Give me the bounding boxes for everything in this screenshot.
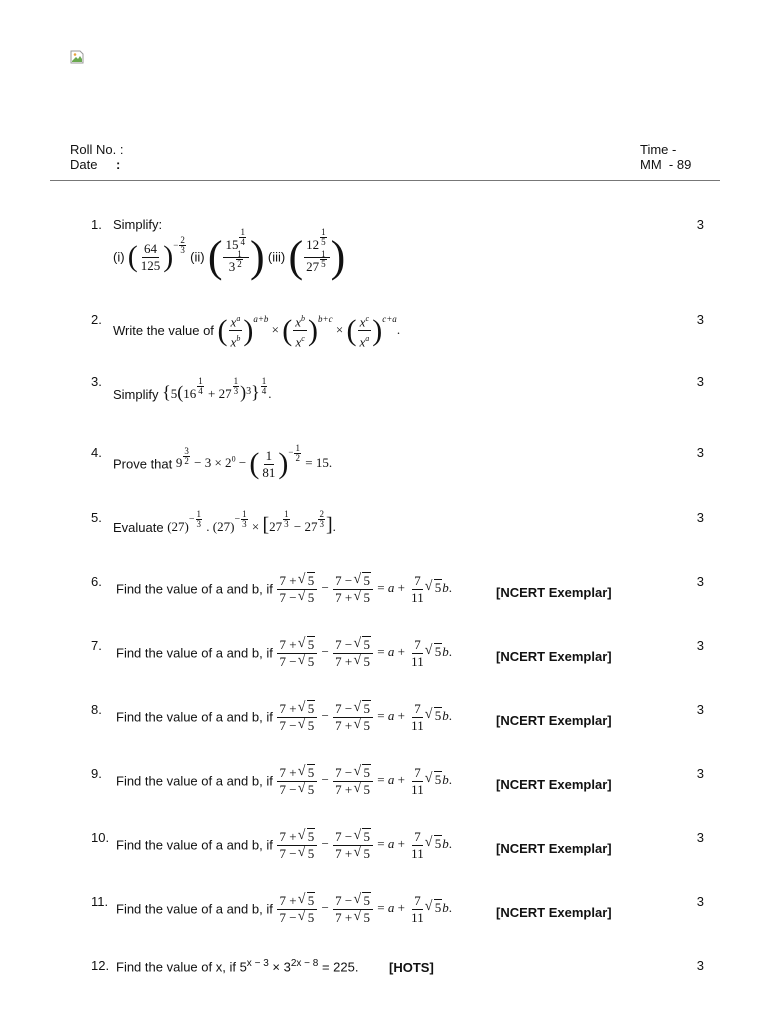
source-tag: [NCERT Exemplar] — [496, 905, 612, 920]
math-fraction: $\frac{64}{125}$ — [140, 240, 161, 273]
question-text: Simplify: — [113, 217, 163, 232]
exam-header-left — [70, 142, 124, 172]
math-expression: $\frac{7 + √ 5}{7 - √ 5}$ − $\frac{7 - √ 5}{7 + √ 5}$ = a + $\frac{7}{11}$ √ 5b. — [276, 836, 452, 851]
header-divider — [50, 180, 720, 181]
mm-label: MM — [640, 157, 662, 172]
question-text: Find the value of a and b, if — [116, 901, 273, 917]
question-7 — [91, 638, 711, 678]
math-expression: $\frac{7 + √ 5}{7 - √ 5}$ − $\frac{7 - √ 5}{7 + √ 5}$ = a + $\frac{7}{11}$ √ 5b. — [276, 900, 452, 915]
date-colon: : — [116, 157, 121, 172]
question-text: Evaluate — [113, 520, 164, 536]
math-expression: ( $\frac{x^a}{x^b}$ )$^{a+b}$ × ( $\frac{x^b}{x^c}$ )$^{b+c}$ × ( $\frac{x^c}{x^a}$ )$^{c+a}$. — [217, 313, 401, 350]
question-text-tail: = 225. — [318, 959, 359, 975]
question-number: 11. — [91, 894, 109, 909]
question-text: Find the value of x, if 5 — [116, 959, 247, 975]
math-expression: $\frac{7 + √ 5}{7 - √ 5}$ − $\frac{7 - √ 5}{7 + √ 5}$ = a + $\frac{7}{11}$ √ 5b. — [276, 772, 452, 787]
question-number: 4. — [91, 445, 102, 460]
question-12 — [91, 958, 711, 978]
question-text-mid: × 3 — [268, 959, 291, 975]
question-text: Write the value of — [113, 322, 214, 338]
question-1-expressions — [113, 226, 346, 281]
part-ii-label: (ii) — [190, 249, 205, 265]
math-paren: ) — [249, 232, 265, 281]
question-text: Simplify — [113, 387, 159, 403]
source-tag: [NCERT Exemplar] — [496, 777, 612, 792]
question-text: Find the value of a and b, if — [116, 837, 273, 853]
question-marks: 3 — [696, 894, 704, 909]
part-iii-label: (iii) — [267, 249, 286, 265]
question-marks: 3 — [696, 702, 704, 717]
question-5 — [91, 510, 711, 550]
question-9 — [91, 766, 711, 806]
question-2 — [91, 312, 711, 352]
question-number: 3. — [91, 374, 102, 389]
math-expression: {5(16 $^{\frac{1}{4}}$ + 27 $^{\frac{1}{3}}$ )$^3$} $^{\frac{1}{4}}$ . — [162, 376, 272, 402]
math-paren: ( — [127, 240, 138, 273]
question-marks: 3 — [696, 312, 704, 327]
question-8 — [91, 702, 711, 742]
question-4 — [91, 442, 711, 485]
math-paren: ( — [207, 232, 223, 281]
mm-value: - 89 — [668, 157, 692, 172]
question-number: 8. — [91, 702, 102, 717]
question-number: 6. — [91, 574, 102, 589]
question-number: 1. — [91, 217, 102, 232]
source-tag: [NCERT Exemplar] — [496, 713, 612, 728]
question-marks: 3 — [696, 445, 704, 460]
source-tag: [NCERT Exemplar] — [496, 649, 612, 664]
source-tag: [NCERT Exemplar] — [496, 585, 612, 600]
question-marks: 3 — [696, 374, 704, 389]
question-text: Find the value of a and b, if — [116, 773, 273, 789]
math-fraction: 12 $^{\frac{1}{5}}$ 27 $^{\frac{1}{5}}$ — [304, 237, 330, 278]
math-expression: $\frac{7 + √ 5}{7 - √ 5}$ − $\frac{7 - √ 5}{7 + √ 5}$ = a + $\frac{7}{11}$ √ 5b. — [276, 708, 452, 723]
roll-no-colon: : — [119, 142, 124, 157]
question-number: 12. — [91, 958, 110, 973]
question-6 — [91, 574, 711, 614]
question-text: Prove that — [113, 456, 173, 472]
question-10 — [91, 830, 711, 870]
source-tag: [HOTS] — [389, 960, 434, 975]
question-number: 2. — [91, 312, 102, 327]
question-text: Find the value of a and b, if — [116, 645, 273, 661]
exponent: x − 3 — [246, 958, 269, 969]
question-1 — [91, 217, 711, 289]
broken-image-icon — [70, 50, 84, 64]
question-marks: 3 — [696, 830, 704, 845]
question-number: 9. — [91, 766, 102, 781]
question-number: 7. — [91, 638, 102, 653]
question-marks: 3 — [696, 638, 704, 653]
time-label: Time - — [640, 142, 677, 157]
question-marks: 3 — [696, 217, 704, 232]
math-paren: ) — [330, 232, 346, 281]
math-expression: 9 $^{\frac{3}{2}}$ − $3 \times 2^0$ − ( $\frac{1}{81}$ )$^{- \frac{1}{2}}$ = 15. — [175, 442, 333, 481]
date-label: Date — [70, 157, 98, 172]
question-text: Find the value of a and b, if — [116, 709, 273, 725]
math-paren: ( — [288, 232, 304, 281]
exam-header-right — [640, 142, 691, 172]
question-marks: 3 — [696, 766, 704, 781]
question-text: Find the value of a and b, if — [116, 581, 273, 597]
source-tag: [NCERT Exemplar] — [496, 841, 612, 856]
math-expression: $\frac{7 + √ 5}{7 - √ 5}$ − $\frac{7 - √ 5}{7 + √ 5}$ = a + $\frac{7}{11}$ √ 5b. — [276, 580, 452, 595]
math-paren: ) — [163, 240, 174, 273]
question-marks: 3 — [696, 574, 704, 589]
math-expression: $(27)^{- \frac{1}{3}}$ . $(27)^{- \frac{1}{3}}$ × [27 $^{\frac{1}{3}}$ − 27 $^{\frac{2}{3}}$ ]. — [167, 509, 336, 536]
question-marks: 3 — [696, 510, 704, 525]
question-marks: 3 — [696, 958, 704, 973]
math-exponent: − 2 3 — [173, 235, 185, 256]
roll-no-label: Roll No. — [70, 142, 117, 157]
exponent: 2x − 8 — [290, 958, 319, 969]
question-number: 5. — [91, 510, 102, 525]
question-number: 10. — [91, 830, 110, 845]
part-i-label: (i) — [113, 249, 125, 265]
math-fraction: 15 $^{\frac{1}{4}}$ 3 $^{\frac{1}{2}}$ — [223, 237, 249, 278]
question-3 — [91, 374, 711, 414]
math-expression: $\frac{7 + √ 5}{7 - √ 5}$ − $\frac{7 - √ 5}{7 + √ 5}$ = a + $\frac{7}{11}$ √ 5b. — [276, 644, 452, 659]
question-11 — [91, 894, 711, 934]
